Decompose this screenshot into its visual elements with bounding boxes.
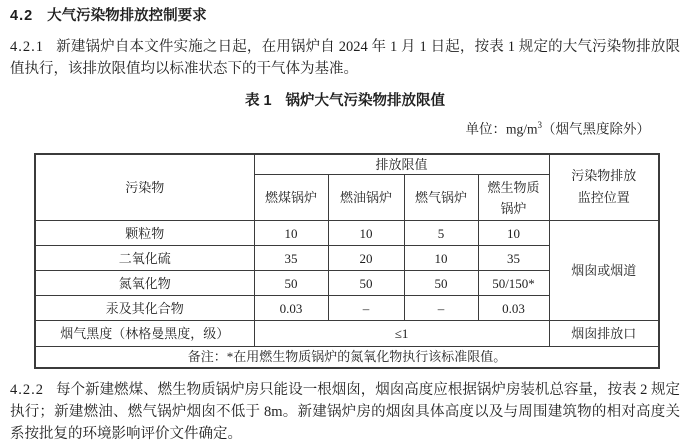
clause-text: 每个新建燃煤、燃生物质锅炉房只能设一根烟囱，烟囱高度应根据锅炉房装机总容量，按表 2 规定执行；新建燃油、燃气锅炉烟囱不低于 8m。新建锅炉房的烟囱具体高度以及与周围建筑物的相对高度关系按批复的环境影响评价文件确定。 — [10, 381, 680, 442]
clause-number: 4.2.2 — [10, 381, 44, 398]
table-note: 备注：*在用燃生物质锅炉的氮氧化物执行该标准限值。 — [35, 347, 659, 368]
clause-4-2-2 — [10, 379, 680, 442]
header-gas-boiler: 燃气锅炉 — [404, 175, 478, 221]
header-biomass-boiler: 燃生物质锅炉 — [478, 175, 549, 221]
header-pollutant: 污染物 — [35, 154, 254, 221]
limit-value-cell: 50 — [328, 271, 404, 296]
limit-value-cell: 50 — [404, 271, 478, 296]
unit-superscript: 3 — [537, 120, 542, 130]
table-header-row-1 — [35, 154, 659, 175]
limit-value-cell: 35 — [254, 246, 328, 271]
section-heading — [10, 6, 680, 26]
clause-text: 新建锅炉自本文件实施之日起，在用锅炉自 2024 年 1 月 1 日起，按表 1 规定的大气污染物排放限值执行，该排放限值均以标准状态下的干气体为基准。 — [10, 39, 680, 77]
limit-value-cell: 0.03 — [254, 296, 328, 321]
table-note-row — [35, 347, 659, 368]
limit-value-cell: 10 — [254, 221, 328, 246]
table-row-blackness — [35, 321, 659, 347]
blackness-limit-cell: ≤1 — [254, 321, 549, 347]
limit-value-cell: 0.03 — [478, 296, 549, 321]
blackness-monitoring-cell: 烟囱排放口 — [549, 321, 659, 347]
section-number: 4.2 — [10, 8, 34, 24]
monitoring-merged-cell: 烟囱或烟道 — [549, 221, 659, 321]
limit-value-cell: 35 — [478, 246, 549, 271]
limit-value-cell: 10 — [328, 221, 404, 246]
unit-note — [10, 116, 650, 139]
limit-value-cell: 20 — [328, 246, 404, 271]
header-oil-boiler: 燃油锅炉 — [328, 175, 404, 221]
pollutant-cell: 汞及其化合物 — [35, 296, 254, 321]
table-label: 表 1 — [244, 93, 272, 109]
limit-value-cell: 50/150* — [478, 271, 549, 296]
section-title: 大气污染物排放控制要求 — [47, 8, 207, 24]
limit-value-cell: 10 — [478, 221, 549, 246]
limit-value-cell: 50 — [254, 271, 328, 296]
unit-suffix: （烟气黑度除外） — [542, 121, 650, 137]
limit-value-cell: 5 — [404, 221, 478, 246]
header-limits-group: 排放限值 — [254, 154, 549, 175]
pollutant-cell: 颗粒物 — [35, 221, 254, 246]
table-row-particulates — [35, 221, 659, 246]
pollutant-cell: 烟气黑度（林格曼黑度，级） — [35, 321, 254, 347]
limit-value-cell: 10 — [404, 246, 478, 271]
pollutant-cell: 氮氧化物 — [35, 271, 254, 296]
unit-prefix: 单位：mg/m — [465, 121, 538, 137]
limit-value-cell: – — [404, 296, 478, 321]
clause-4-2-1 — [10, 36, 680, 80]
clause-number: 4.2.1 — [10, 39, 44, 55]
limit-value-cell: – — [328, 296, 404, 321]
pollutant-cell: 二氧化硫 — [35, 246, 254, 271]
table-title — [10, 92, 680, 110]
emission-limits-table — [34, 153, 660, 369]
table-title-text: 锅炉大气污染物排放限值 — [285, 93, 446, 109]
header-coal-boiler: 燃煤锅炉 — [254, 175, 328, 221]
header-monitoring: 污染物排放监控位置 — [549, 154, 659, 221]
